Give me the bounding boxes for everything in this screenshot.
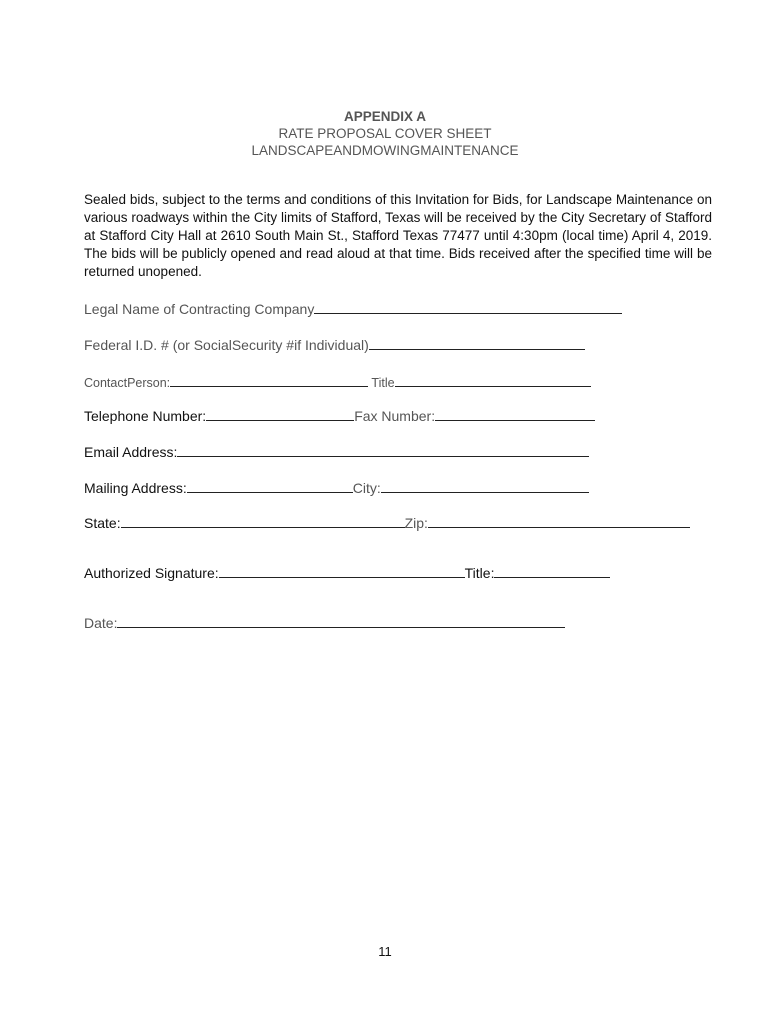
city-field[interactable]	[381, 478, 589, 493]
legal-name-row	[84, 299, 622, 318]
mailing-address-field[interactable]	[187, 478, 353, 493]
email-label: Email Address:	[84, 444, 178, 460]
telephone-field[interactable]	[206, 406, 354, 421]
signature-title-label: Title:	[464, 565, 495, 581]
signature-title-field[interactable]	[494, 563, 610, 578]
authorized-signature-field[interactable]	[219, 563, 465, 578]
federal-id-row	[84, 335, 585, 354]
city-label: City:	[352, 480, 381, 496]
contact-person-field[interactable]	[170, 372, 368, 387]
date-row	[84, 613, 565, 632]
state-label: State:	[84, 515, 121, 531]
intro-paragraph: Sealed bids, subject to the terms and conditions of this Invitation for Bids, for Landscape Maintenance on various roadways within the City limits of Stafford, Texas will be received by the City Secretary of Stafford at Stafford City Hall at 2610 South Main St., Stafford Texas 77477 until 4:30pm (local time) April 4, 2019. The bids will be publicly opened and read aloud at that time. Bids received after the specified time will be returned unopened.	[84, 192, 712, 279]
signature-row	[84, 563, 610, 582]
state-row	[84, 513, 690, 532]
legal-name-field[interactable]	[314, 299, 622, 314]
contact-title-field[interactable]	[395, 372, 591, 387]
legal-name-label: Legal Name of Contracting Company	[84, 301, 315, 317]
phone-row	[84, 406, 595, 425]
mailing-row	[84, 478, 589, 497]
document-header	[0, 108, 770, 159]
page-number: 11	[378, 944, 392, 959]
mailing-address-label: Mailing Address:	[84, 480, 187, 496]
contact-title-label: Title	[371, 376, 395, 390]
federal-id-field[interactable]	[369, 335, 585, 350]
email-row	[84, 442, 589, 461]
email-field[interactable]	[177, 442, 589, 457]
contact-row	[84, 372, 591, 392]
cover-sheet-subtitle: RATE PROPOSAL COVER SHEET	[278, 126, 492, 141]
authorized-signature-label: Authorized Signature:	[84, 565, 219, 581]
fax-field[interactable]	[435, 406, 595, 421]
state-field[interactable]	[121, 513, 405, 528]
zip-label: Zip:	[404, 515, 428, 531]
telephone-label: Telephone Number:	[84, 408, 207, 424]
federal-id-label: Federal I.D. # (or SocialSecurity #if Individual)	[84, 337, 369, 353]
project-title: LANDSCAPEANDMOWINGMAINTENANCE	[251, 143, 519, 158]
date-label: Date:	[84, 615, 118, 631]
date-field[interactable]	[117, 613, 565, 628]
appendix-title: APPENDIX A	[343, 109, 426, 124]
zip-field[interactable]	[428, 513, 690, 528]
contact-person-label: ContactPerson:	[84, 376, 171, 390]
fax-label: Fax Number:	[354, 408, 436, 424]
